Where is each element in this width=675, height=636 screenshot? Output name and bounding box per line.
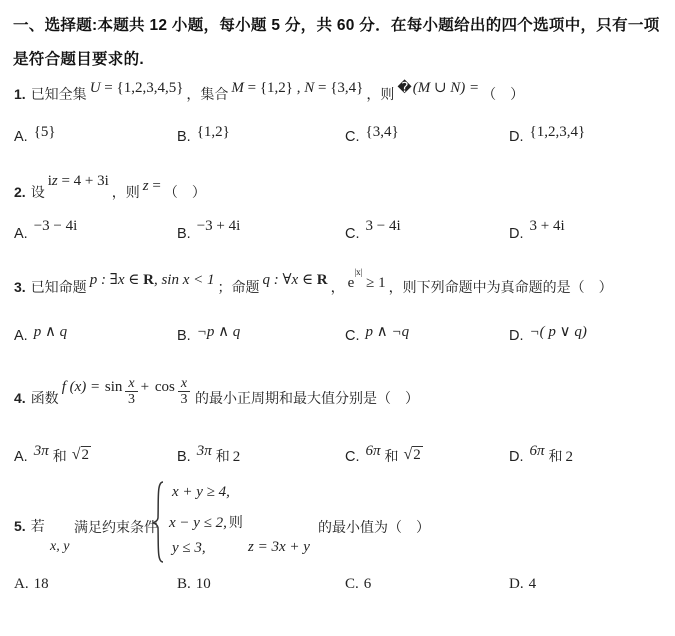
option-value: 10 xyxy=(195,576,211,592)
real-set-symbol: R xyxy=(316,272,328,288)
question-3-lead: 已知命题 xyxy=(30,281,87,296)
constraint-word: 满足约束条件 xyxy=(74,521,158,536)
fraction-denominator: 3 xyxy=(180,392,188,408)
fraction-numerator: x xyxy=(178,376,190,392)
question-3-mid1: ；命题 xyxy=(217,281,260,296)
question-3 xyxy=(14,267,613,297)
var-u: U xyxy=(89,80,101,96)
option-value: ¬p ∧ q xyxy=(196,324,241,340)
option-value: {5} xyxy=(33,124,56,140)
option-3b xyxy=(177,326,345,345)
question-2-equation xyxy=(48,173,109,189)
option-3d xyxy=(509,326,587,345)
option-value: −3 + 4i xyxy=(196,218,241,234)
section-header-line-2: 是符合题目要求的. xyxy=(13,51,145,68)
option-value: 4 xyxy=(528,576,537,592)
option-3a xyxy=(14,326,177,345)
question-2-z-equals xyxy=(143,178,161,194)
option-label: C. xyxy=(345,328,360,344)
question-1-sets-mn xyxy=(231,80,363,96)
p-condition: , sin x < 1 xyxy=(153,272,215,288)
question-3-number: 3. xyxy=(14,279,26,295)
option-2d xyxy=(509,218,565,243)
option-3c xyxy=(345,326,509,345)
var-z: z xyxy=(51,173,58,189)
max-value: 2 xyxy=(565,449,574,465)
question-2-answer-paren: （ ） xyxy=(163,186,206,201)
option-label: C. xyxy=(345,226,360,242)
cos-label: cos xyxy=(154,379,175,396)
constraint-1: x + y ≥ 4, xyxy=(172,484,230,500)
fraction-x-over-3 xyxy=(125,376,137,407)
option-4b xyxy=(177,443,345,466)
option-4a xyxy=(14,443,177,466)
question-5 xyxy=(0,472,675,570)
set-u-elements: = {1,2,3,4,5} xyxy=(100,80,184,96)
set-m-elements: = {1,2} , xyxy=(243,80,305,96)
exp-inequality xyxy=(347,267,386,291)
option-label: D. xyxy=(509,129,524,145)
option-label: C. xyxy=(345,449,360,465)
question-2-lead: 设 xyxy=(30,186,45,201)
question-1-lead: 已知全集 xyxy=(30,88,87,103)
option-label: B. xyxy=(177,576,191,592)
fraction-numerator: x xyxy=(125,376,137,392)
radical-icon: √ xyxy=(403,446,413,463)
ruo-word: 若 xyxy=(30,520,45,535)
square-root xyxy=(404,446,423,464)
sin-label: sin xyxy=(104,379,123,396)
option-4c xyxy=(345,443,509,466)
section-header-line-1: 一、选择题:本题共 12 小题，每小题 5 分，共 60 分．在每小题给出的四个选项中，只有一项 xyxy=(13,17,660,34)
question-5-lead xyxy=(14,516,45,536)
question-4-lead: 函数 xyxy=(30,392,59,408)
question-3-options xyxy=(0,326,587,345)
var-n: N xyxy=(304,80,315,96)
equation-rhs: = 4 + 3i xyxy=(57,173,109,189)
period-value: 6π xyxy=(529,443,545,459)
question-4 xyxy=(14,376,420,419)
plus-sign: + xyxy=(140,379,153,396)
question-2-mid: ，则 xyxy=(111,186,140,201)
option-value: {1,2,3,4} xyxy=(529,124,586,140)
max-value: 2 xyxy=(232,449,241,465)
geq-one: ≥ 1 xyxy=(362,275,386,291)
option-value: {1,2} xyxy=(196,124,230,140)
question-2-options xyxy=(0,218,565,243)
option-5d xyxy=(509,576,536,593)
option-value: 18 xyxy=(33,576,49,592)
option-label: C. xyxy=(345,576,359,592)
p-quantifier: p : ∃x ∈ xyxy=(89,272,144,288)
and-word: 和 xyxy=(384,450,399,465)
union-expression: (M ∪ N) = xyxy=(412,80,480,96)
period-value: 6π xyxy=(365,443,381,459)
option-value: 3 − 4i xyxy=(365,218,401,234)
option-label: B. xyxy=(177,328,191,344)
function-formula xyxy=(61,376,192,408)
radical-icon: √ xyxy=(71,446,81,463)
option-5b xyxy=(177,576,345,593)
period-value: 3π xyxy=(33,443,49,459)
question-1-options xyxy=(0,124,586,146)
fx-equals: f (x) = xyxy=(61,379,104,396)
proposition-q xyxy=(262,272,327,288)
option-label: C. xyxy=(345,129,360,145)
radicand: 2 xyxy=(81,447,89,463)
option-label: D. xyxy=(509,328,524,344)
option-5a xyxy=(14,576,177,593)
fraction-x-over-3 xyxy=(178,376,190,407)
option-1d xyxy=(509,124,586,146)
question-3-mid2: ， xyxy=(330,281,345,296)
and-word: 和 xyxy=(548,450,563,465)
e-base: e xyxy=(347,275,355,291)
period-value: 3π xyxy=(196,443,212,459)
question-4-options xyxy=(0,443,574,466)
option-4d xyxy=(509,443,574,466)
question-4-number: 4. xyxy=(14,390,26,407)
question-1 xyxy=(14,80,525,104)
left-brace-icon xyxy=(150,480,165,564)
question-1-mid1: ，集合 xyxy=(186,88,229,103)
set-n-elements: = {3,4} xyxy=(314,80,364,96)
fraction-denominator: 3 xyxy=(128,392,135,408)
vars-xy: x, y xyxy=(50,539,70,554)
question-1-number: 1. xyxy=(14,86,26,102)
option-2a xyxy=(14,218,177,243)
imaginary-unit: i xyxy=(47,173,52,189)
proposition-p xyxy=(90,272,215,288)
option-value: −3 − 4i xyxy=(33,218,78,234)
question-5-number: 5. xyxy=(14,518,26,534)
question-1-complement-expr xyxy=(397,80,479,96)
option-label: A. xyxy=(14,328,28,344)
option-label: A. xyxy=(14,576,29,592)
option-2c xyxy=(345,218,509,243)
option-value: 3 + 4i xyxy=(529,218,565,234)
and-word: 和 xyxy=(215,450,230,465)
ze-word: 则 xyxy=(228,516,243,531)
option-label: D. xyxy=(509,576,524,592)
question-1-answer-paren: （ ） xyxy=(482,88,525,103)
square-root xyxy=(72,446,91,464)
question-5-options xyxy=(0,576,536,593)
equals-sign: = xyxy=(148,178,161,194)
option-2b xyxy=(177,218,345,243)
option-1a xyxy=(14,124,177,146)
question-1-mid2: ，则 xyxy=(366,88,395,103)
replacement-char-icon: � xyxy=(397,80,412,96)
constraint-2-row xyxy=(169,512,243,532)
option-value: ¬( p ∨ q) xyxy=(529,324,587,340)
real-set-symbol: R xyxy=(143,272,154,288)
option-1c xyxy=(345,124,509,146)
option-label: D. xyxy=(509,449,524,465)
question-3-tail: ，则下列命题中为真命题的是（ ） xyxy=(388,281,613,296)
e-exponent: |x| xyxy=(354,267,363,277)
question-2 xyxy=(14,173,206,202)
option-label: A. xyxy=(14,449,28,465)
q-quantifier: q : ∀x ∈ xyxy=(262,272,317,288)
constraint-3: y ≤ 3, xyxy=(172,540,206,556)
objective-function: z = 3x + y xyxy=(248,539,310,555)
and-word: 和 xyxy=(52,450,67,465)
option-value: 6 xyxy=(363,576,372,592)
option-label: A. xyxy=(14,226,28,242)
option-value: p ∧ ¬q xyxy=(365,324,410,340)
question-4-tail: 的最小正周期和最大值分别是（ ） xyxy=(195,392,420,408)
option-value: p ∧ q xyxy=(33,324,68,340)
radicand: 2 xyxy=(413,447,421,463)
option-1b xyxy=(177,124,345,146)
option-5c xyxy=(345,576,509,593)
var-z: z xyxy=(142,178,149,194)
option-label: D. xyxy=(509,226,524,242)
option-label: B. xyxy=(177,449,191,465)
question-1-set-u xyxy=(90,80,184,96)
question-5-tail: 的最小值为（ ） xyxy=(318,521,430,536)
option-label: B. xyxy=(177,226,191,242)
option-value: {3,4} xyxy=(365,124,399,140)
question-2-number: 2. xyxy=(14,184,26,200)
constraint-2: x − y ≤ 2, xyxy=(169,515,227,531)
option-label: A. xyxy=(14,129,28,145)
option-label: B. xyxy=(177,129,191,145)
var-m: M xyxy=(231,80,244,96)
